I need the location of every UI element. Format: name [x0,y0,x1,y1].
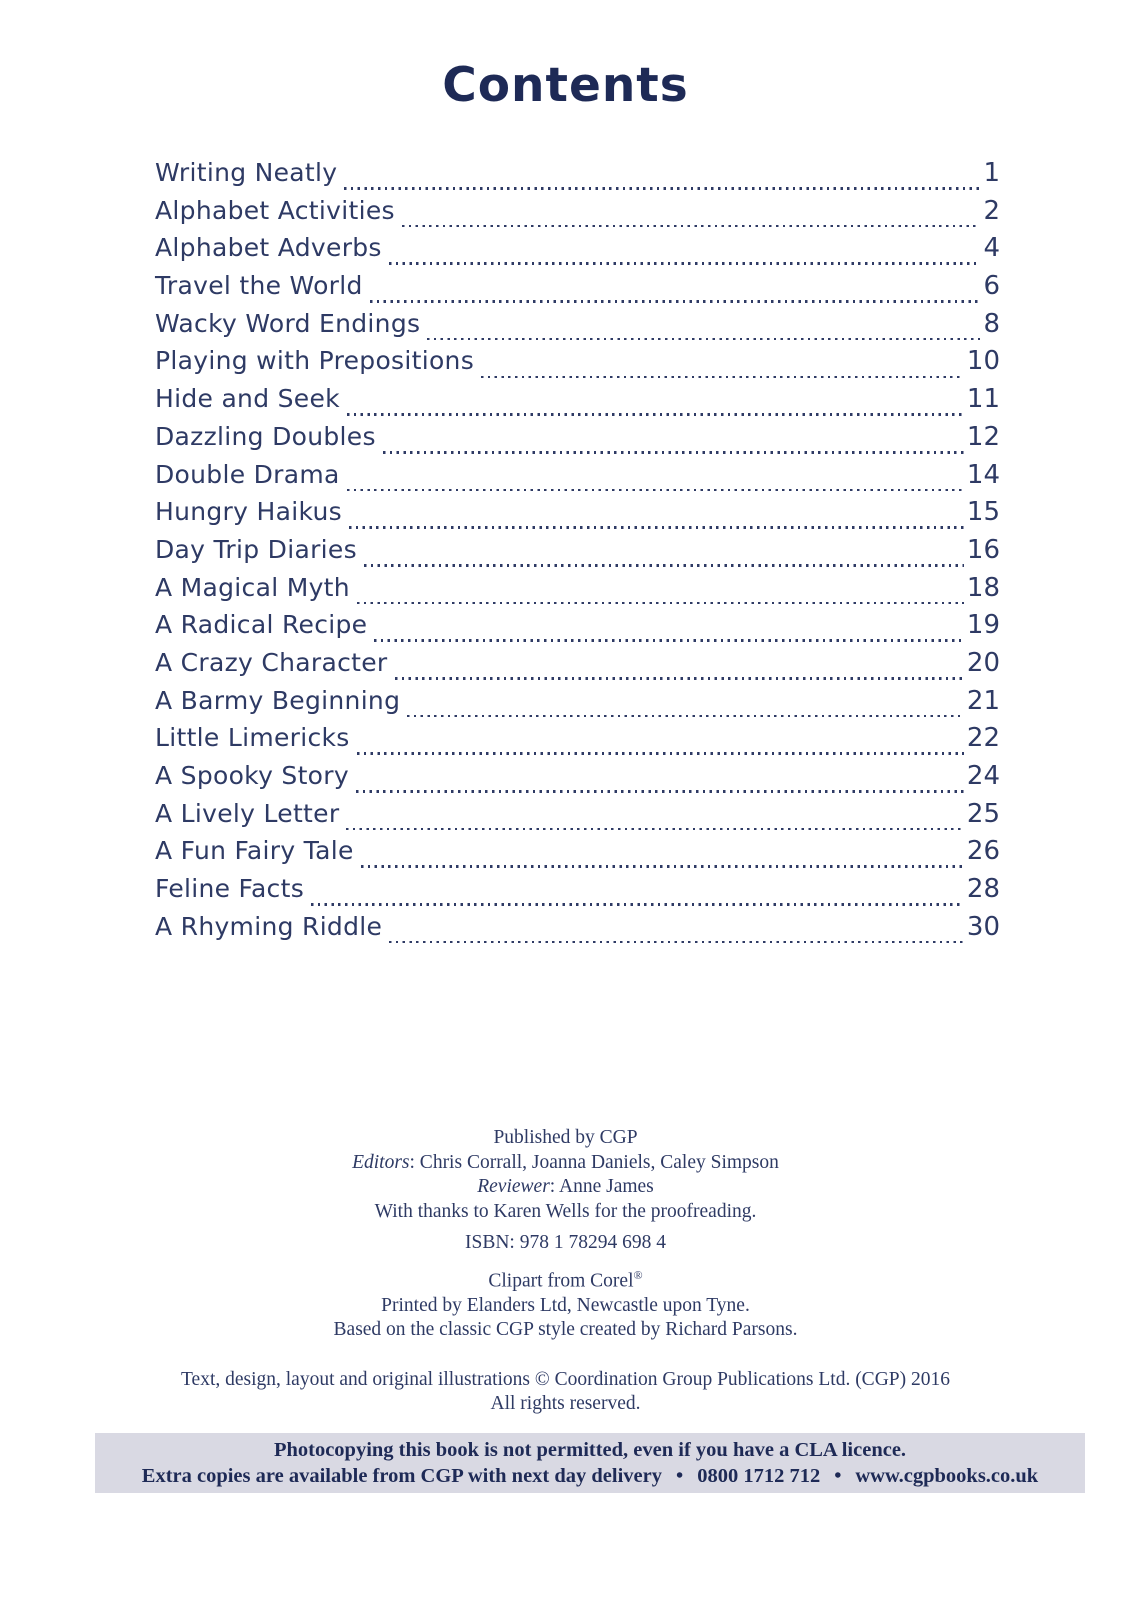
toc-entry-label: A Spooky Story [155,761,349,790]
dot-leader [370,300,981,303]
dot-leader [383,451,964,454]
spacer [0,1224,1131,1231]
dot-leader [361,865,964,868]
toc-entry-label: Wacky Word Endings [155,308,421,338]
based-on-line: Based on the classic CGP style created by Richard Parsons. [333,1319,798,1340]
spacer [0,1256,1131,1263]
toc-entry-page: 21 [966,685,1000,716]
toc-entry-page: 11 [966,384,1000,415]
toc-entry [155,158,1000,196]
dot-leader [357,752,964,755]
registered-mark: ® [633,1267,643,1282]
toc-entry [155,535,1000,573]
toc-entry-label: A Lively Letter [155,798,340,828]
dot-leader [349,526,964,529]
toc-entry-page: 2 [983,195,1000,226]
dot-leader [347,489,964,492]
toc-entry-label: Hungry Haikus [155,497,342,527]
toc-entry-label: A Fun Fairy Tale [155,836,354,866]
toc-entry-label: Dazzling Doubles [155,421,376,451]
toc-entry-page: 28 [966,874,1000,905]
toc-entry-page: 22 [966,723,1000,754]
editors-line [0,1151,1131,1176]
toc-entry [155,346,1000,384]
toc-entry-label: A Crazy Character [155,647,388,677]
dot-leader [402,225,981,228]
dot-leader [389,941,964,944]
toc-entry-page: 6 [983,271,1000,302]
editors-value: : Chris Corrall, Joanna Daniels, Caley Simpson [409,1151,779,1173]
dot-leader [346,828,963,831]
dot-leader [374,639,964,642]
toc-entry [155,761,1000,799]
editors-label: Editors [352,1151,410,1173]
photocopy-notice-bar [95,1433,1085,1493]
toc-entry-label: Feline Facts [155,874,305,904]
clipart-line [0,1263,1131,1294]
toc-entry-label: Hide and Seek [155,384,340,414]
footer-contact-line [95,1463,1085,1489]
toc-entry [155,384,1000,422]
toc-entry-label: A Magical Myth [155,572,350,602]
thanks-line: With thanks to Karen Wells for the proofreading. [374,1200,757,1222]
dot-leader [407,715,964,718]
published-line: Published by CGP [493,1127,638,1148]
extra-copies-text: Extra copies are available from CGP with next day delivery [141,1465,662,1487]
toc-entry-page: 8 [983,308,1000,339]
website-url: www.cgpbooks.co.uk [855,1465,1039,1487]
toc-entry [155,497,1000,535]
toc-entry-page: 26 [966,836,1000,867]
toc-entry-page: 19 [966,610,1000,641]
toc-entry-page: 4 [983,233,1000,264]
toc-entry-label: Alphabet Activities [155,195,395,225]
reviewer-line [0,1175,1131,1200]
toc-entry [155,573,1000,611]
toc-entry [155,723,1000,761]
toc-entry-page: 25 [966,798,1000,829]
toc-entry [155,648,1000,686]
toc-entry-page: 10 [966,346,1000,377]
toc-entry-label: Day Trip Diaries [155,534,357,564]
printed-line: Printed by Elanders Ltd, Newcastle upon Tyne. [381,1294,750,1316]
toc-entry-page: 20 [966,647,1000,678]
photocopy-notice-text: Photocopying this book is not permitted, even if you have a CLA licence. [273,1439,907,1461]
isbn-line: ISBN: 978 1 78294 698 4 [465,1232,666,1253]
toc-entry-label: A Barmy Beginning [155,685,401,715]
toc-entry-label: Little Limericks [155,723,350,753]
toc-entry-page: 14 [966,459,1000,490]
dot-leader [356,790,964,793]
toc-entry-page: 18 [966,572,1000,603]
toc-entry-label: Alphabet Adverbs [155,233,382,263]
toc-entry-page: 12 [966,421,1000,452]
toc-entry [155,610,1000,648]
toc-entry [155,233,1000,271]
spacer [0,1343,1131,1368]
toc-entry [155,271,1000,309]
toc-entry [155,799,1000,837]
rights-line: All rights reserved. [490,1393,641,1414]
toc-entry [155,836,1000,874]
dot-leader [364,564,964,567]
toc-entry-label: Double Drama [155,459,340,489]
toc-entry-page: 1 [983,158,1000,188]
dot-leader [395,677,964,680]
toc-entry [155,309,1000,347]
clipart-text: Clipart from Corel [488,1270,634,1291]
phone-number: 0800 1712 712 [697,1465,821,1487]
dot-leader [427,338,980,341]
bullet-separator: • [834,1465,842,1487]
toc-entry-page: 15 [966,497,1000,528]
toc-entry [155,422,1000,460]
toc-entry-label: A Radical Recipe [155,610,368,640]
toc-entry [155,196,1000,234]
reviewer-label: Reviewer [477,1176,550,1197]
dot-leader [481,376,964,379]
page-title: Contents [442,58,689,113]
reviewer-value: : Anne James [549,1176,654,1197]
dot-leader [311,903,964,906]
toc-entry-label: Playing with Prepositions [155,346,475,376]
dot-leader [357,602,964,605]
toc-entry-page: 16 [966,534,1000,565]
toc-entry [155,912,1000,950]
dot-leader [347,413,964,416]
toc-entry-label: A Rhyming Riddle [155,911,383,941]
bullet-separator: • [676,1465,684,1487]
toc-entry [155,686,1000,724]
colophon [0,1126,1131,1417]
toc-entry [155,460,1000,498]
toc-entry-page: 30 [966,911,1000,942]
toc-entry-page: 24 [966,761,1000,791]
toc-entry-label: Travel the World [155,271,363,301]
copyright-line: Text, design, layout and original illustrations © Coordination Group Publications Ltd. (CGP) 2016 [180,1368,950,1390]
toc-entry-label: Writing Neatly [155,158,338,187]
toc-list [155,158,1000,949]
dot-leader [389,262,981,265]
dot-leader [344,187,980,190]
toc-entry [155,874,1000,912]
